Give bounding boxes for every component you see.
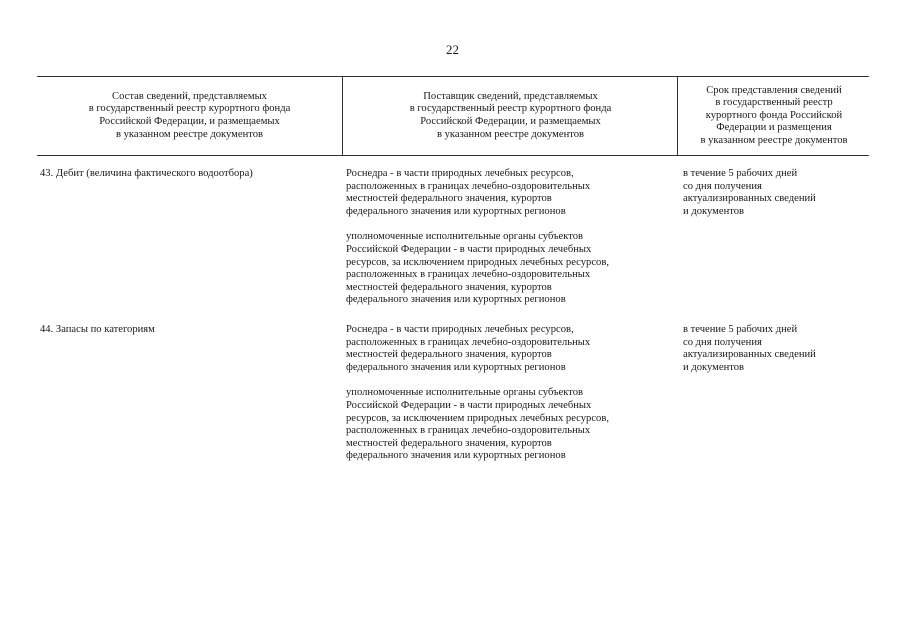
header-composition [37, 77, 342, 155]
header-composition-label: Состав сведений, представляемых в государственный реестр курортного фонда Российской Федерации, и размещаемых в указанном реестре документов [88, 90, 291, 140]
composition-cell: 43. Дебит (величина фактического водоотбора) [40, 168, 253, 179]
supplier-entry: Роснедра - в части природных лечебных ресурсов, расположенных в границах лечебно-оздоровительных местностей федерального значения, курортов федерального значения или курортных регионов [346, 323, 591, 373]
supplier-entry: Роснедра - в части природных лечебных ресурсов, расположенных в границах лечебно-оздоровительных местностей федерального значения, курортов федерального значения или курортных регионов [346, 168, 591, 217]
supplier-entry: уполномоченные исполнительные органы субъектов Российской Федерации - в части природных лечебных ресурсов, за исключением природных лечебных ресурсов, расположенных в границах лечебно-оздоровительных местностей федерального значения, курортов федерального значения или курортных регионов [346, 387, 609, 462]
header-supplier [342, 77, 678, 155]
table-row [37, 324, 869, 463]
supplier-cell [346, 168, 676, 307]
deadline-cell: в течение 5 рабочих дней со дня получения актуализированных сведений и документов [683, 323, 816, 373]
page-number: 22 [446, 42, 459, 57]
deadline-cell: в течение 5 рабочих дней со дня получения актуализированных сведений и документов [683, 168, 816, 217]
header-deadline-label: Срок представления сведений в государственный реестр курортного фонда Российской Федерации и размещения в указанном реестре документов [700, 84, 848, 146]
supplier-entry: уполномоченные исполнительные органы субъектов Российской Федерации - в части природных лечебных ресурсов, за исключением природных лечебных ресурсов, расположенных в границах лечебно-оздоровительных местностей федерального значения, курортов федерального значения или курортных регионов [346, 231, 609, 306]
table-row [37, 168, 869, 307]
composition-cell: 44. Запасы по категориям [40, 323, 155, 335]
header-deadline [677, 77, 870, 155]
table-header [37, 76, 869, 156]
header-supplier-label: Поставщик сведений, представляемых в государственный реестр курортного фонда Российской Федерации, и размещаемых в указанном реестре документов [409, 90, 612, 140]
table-body [37, 168, 869, 480]
supplier-cell [346, 324, 676, 463]
